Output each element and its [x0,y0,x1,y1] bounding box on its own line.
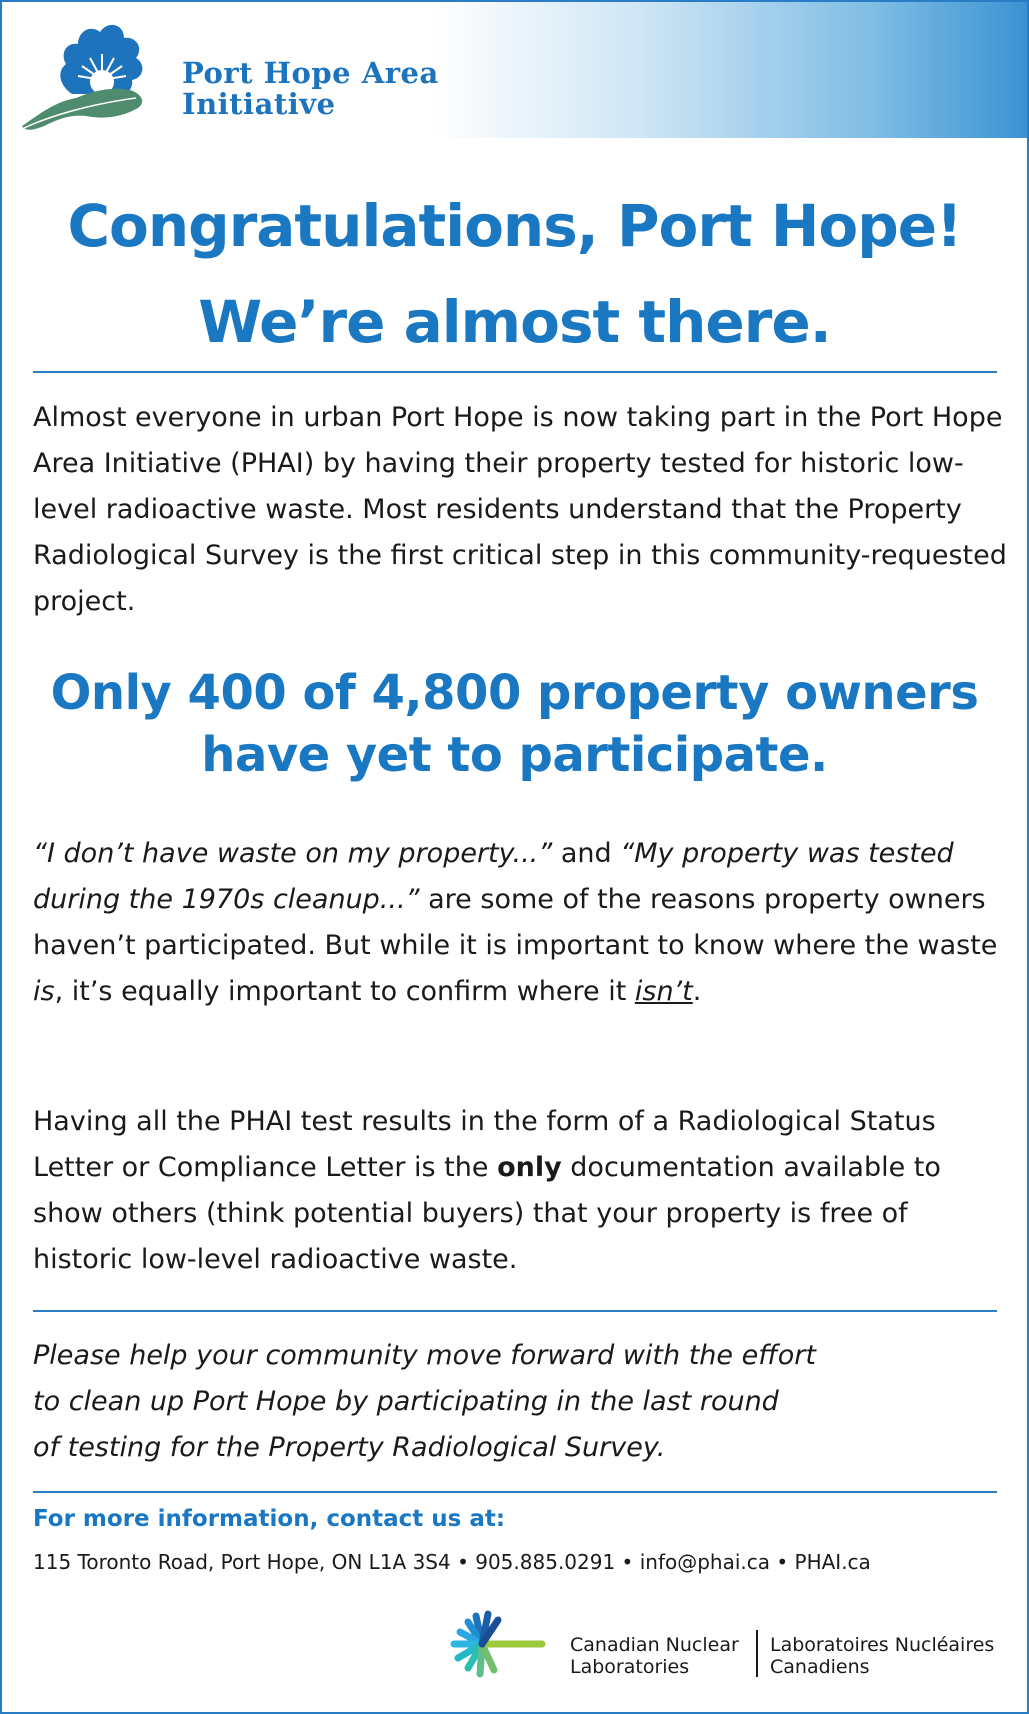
subheadline-line2: have yet to participate. [201,727,828,783]
cta-line3: of testing for the Property Radiological Survey. [33,1432,666,1463]
headline-line1: Congratulations, Port Hope! [67,192,962,260]
org-wordmark [182,58,439,120]
cnl-starburst-logo-icon [432,1602,547,1690]
quote-tested-1970s: “My property was tested during the 1970s cleanup...” [33,838,954,915]
contact-title: For more information, contact us at: [33,1506,506,1532]
reasons-end: . [692,976,702,1007]
main-headline [2,178,1027,370]
doc-text2: documentation available to show others (think potential buyers) that your property is free of historic low-level radioactive waste. [33,1152,941,1275]
documentation-paragraph [33,1099,1008,1283]
contact-details: 115 Toronto Road, Port Hope, ON L1A 3S4 • 905.885.0291 • info@phai.ca • PHAI.ca [33,1550,871,1574]
and-text: and [552,838,621,869]
quote-no-waste: “I don’t have waste on my property...” [33,838,553,869]
cnl-en-line1: Canadian Nuclear [570,1634,739,1656]
divider-top [33,371,997,373]
doc-text1: Having all the PHAI test results in the form of a Radiological Status Letter or Compliance Letter is the [33,1106,936,1183]
cnl-name-en [570,1634,739,1678]
cnl-divider [756,1630,758,1677]
org-name-line2: Initiative [182,87,336,121]
cnl-name-fr [770,1634,994,1678]
header-banner [2,2,1027,138]
cnl-en-line2: Laboratories [570,1656,690,1678]
emphasis-is: is [33,976,55,1007]
phai-leaf-logo-icon [20,16,155,138]
emphasis-only: only [497,1152,562,1183]
org-name-line1: Port Hope Area [182,56,439,90]
cta-line2: to clean up Port Hope by participating in the last round [33,1386,779,1417]
participation-headline [2,662,1027,786]
cta-line1: Please help your community move forward with the effort [33,1340,816,1371]
reasons-paragraph [33,831,1008,1015]
cnl-fr-line1: Laboratoires Nucléaires [770,1634,995,1656]
emphasis-isnt: isn’t [634,976,693,1007]
subheadline-line1: Only 400 of 4,800 property owners [50,665,979,721]
divider-middle [33,1310,997,1312]
intro-paragraph: Almost everyone in urban Port Hope is now taking part in the Port Hope Area Initiative (PHAI) by having their property tested for historic low-level radioactive waste. Most residents understand that the Property Radiological Survey is the first critical step in this community-requested project. [33,402,1007,617]
call-to-action [33,1333,1008,1471]
divider-bottom [33,1491,997,1493]
cnl-fr-line2: Canadiens [770,1656,870,1678]
reasons-text1: are some of the reasons property owners haven’t participated. But while it is important to know where the waste [33,884,998,961]
reasons-text2: , it’s equally important to confirm where it [54,976,635,1007]
headline-line2: We’re almost there. [198,288,831,356]
